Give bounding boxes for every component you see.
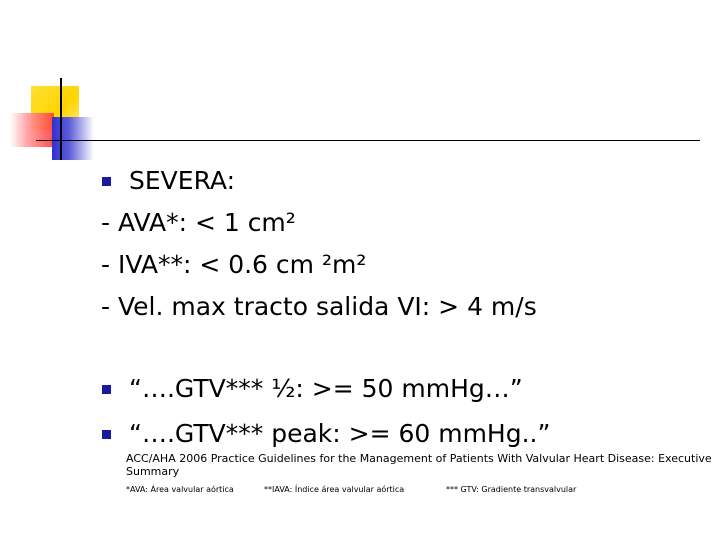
gtv-bullet-text: “….GTV*** ½: >= 50 mmHg…” (129, 374, 523, 403)
decor-blue-square (52, 117, 94, 160)
gtv-bullet-item (102, 419, 550, 449)
square-bullet-icon (102, 430, 111, 439)
footnote-gtv: *** GTV: Gradiente transvalvular (446, 485, 577, 494)
decor-red-square (10, 113, 54, 147)
heading-text: SEVERA: (129, 166, 236, 195)
square-bullet-icon (102, 177, 111, 186)
criteria-line: - AVA*: < 1 cm² (101, 208, 296, 237)
heading-item (102, 166, 235, 196)
criteria-line: - Vel. max tracto salida VI: > 4 m/s (101, 292, 537, 321)
criteria-line: - IVA**: < 0.6 cm ²m² (101, 250, 367, 279)
reference-citation: ACC/AHA 2006 Practice Guidelines for the Management of Patients With Valvular Heart Disease: Executive Summary (126, 452, 712, 478)
footnote-ava: *AVA: Área valvular aórtica (126, 485, 234, 494)
gtv-bullet-text: “….GTV*** peak: >= 60 mmHg..” (129, 419, 551, 448)
title-divider (36, 140, 700, 141)
square-bullet-icon (102, 385, 111, 394)
decor-vertical-line (60, 78, 62, 160)
footnote-iava: **IAVA: Índice área valvular aórtica (264, 485, 405, 494)
gtv-bullet-item (102, 374, 523, 404)
